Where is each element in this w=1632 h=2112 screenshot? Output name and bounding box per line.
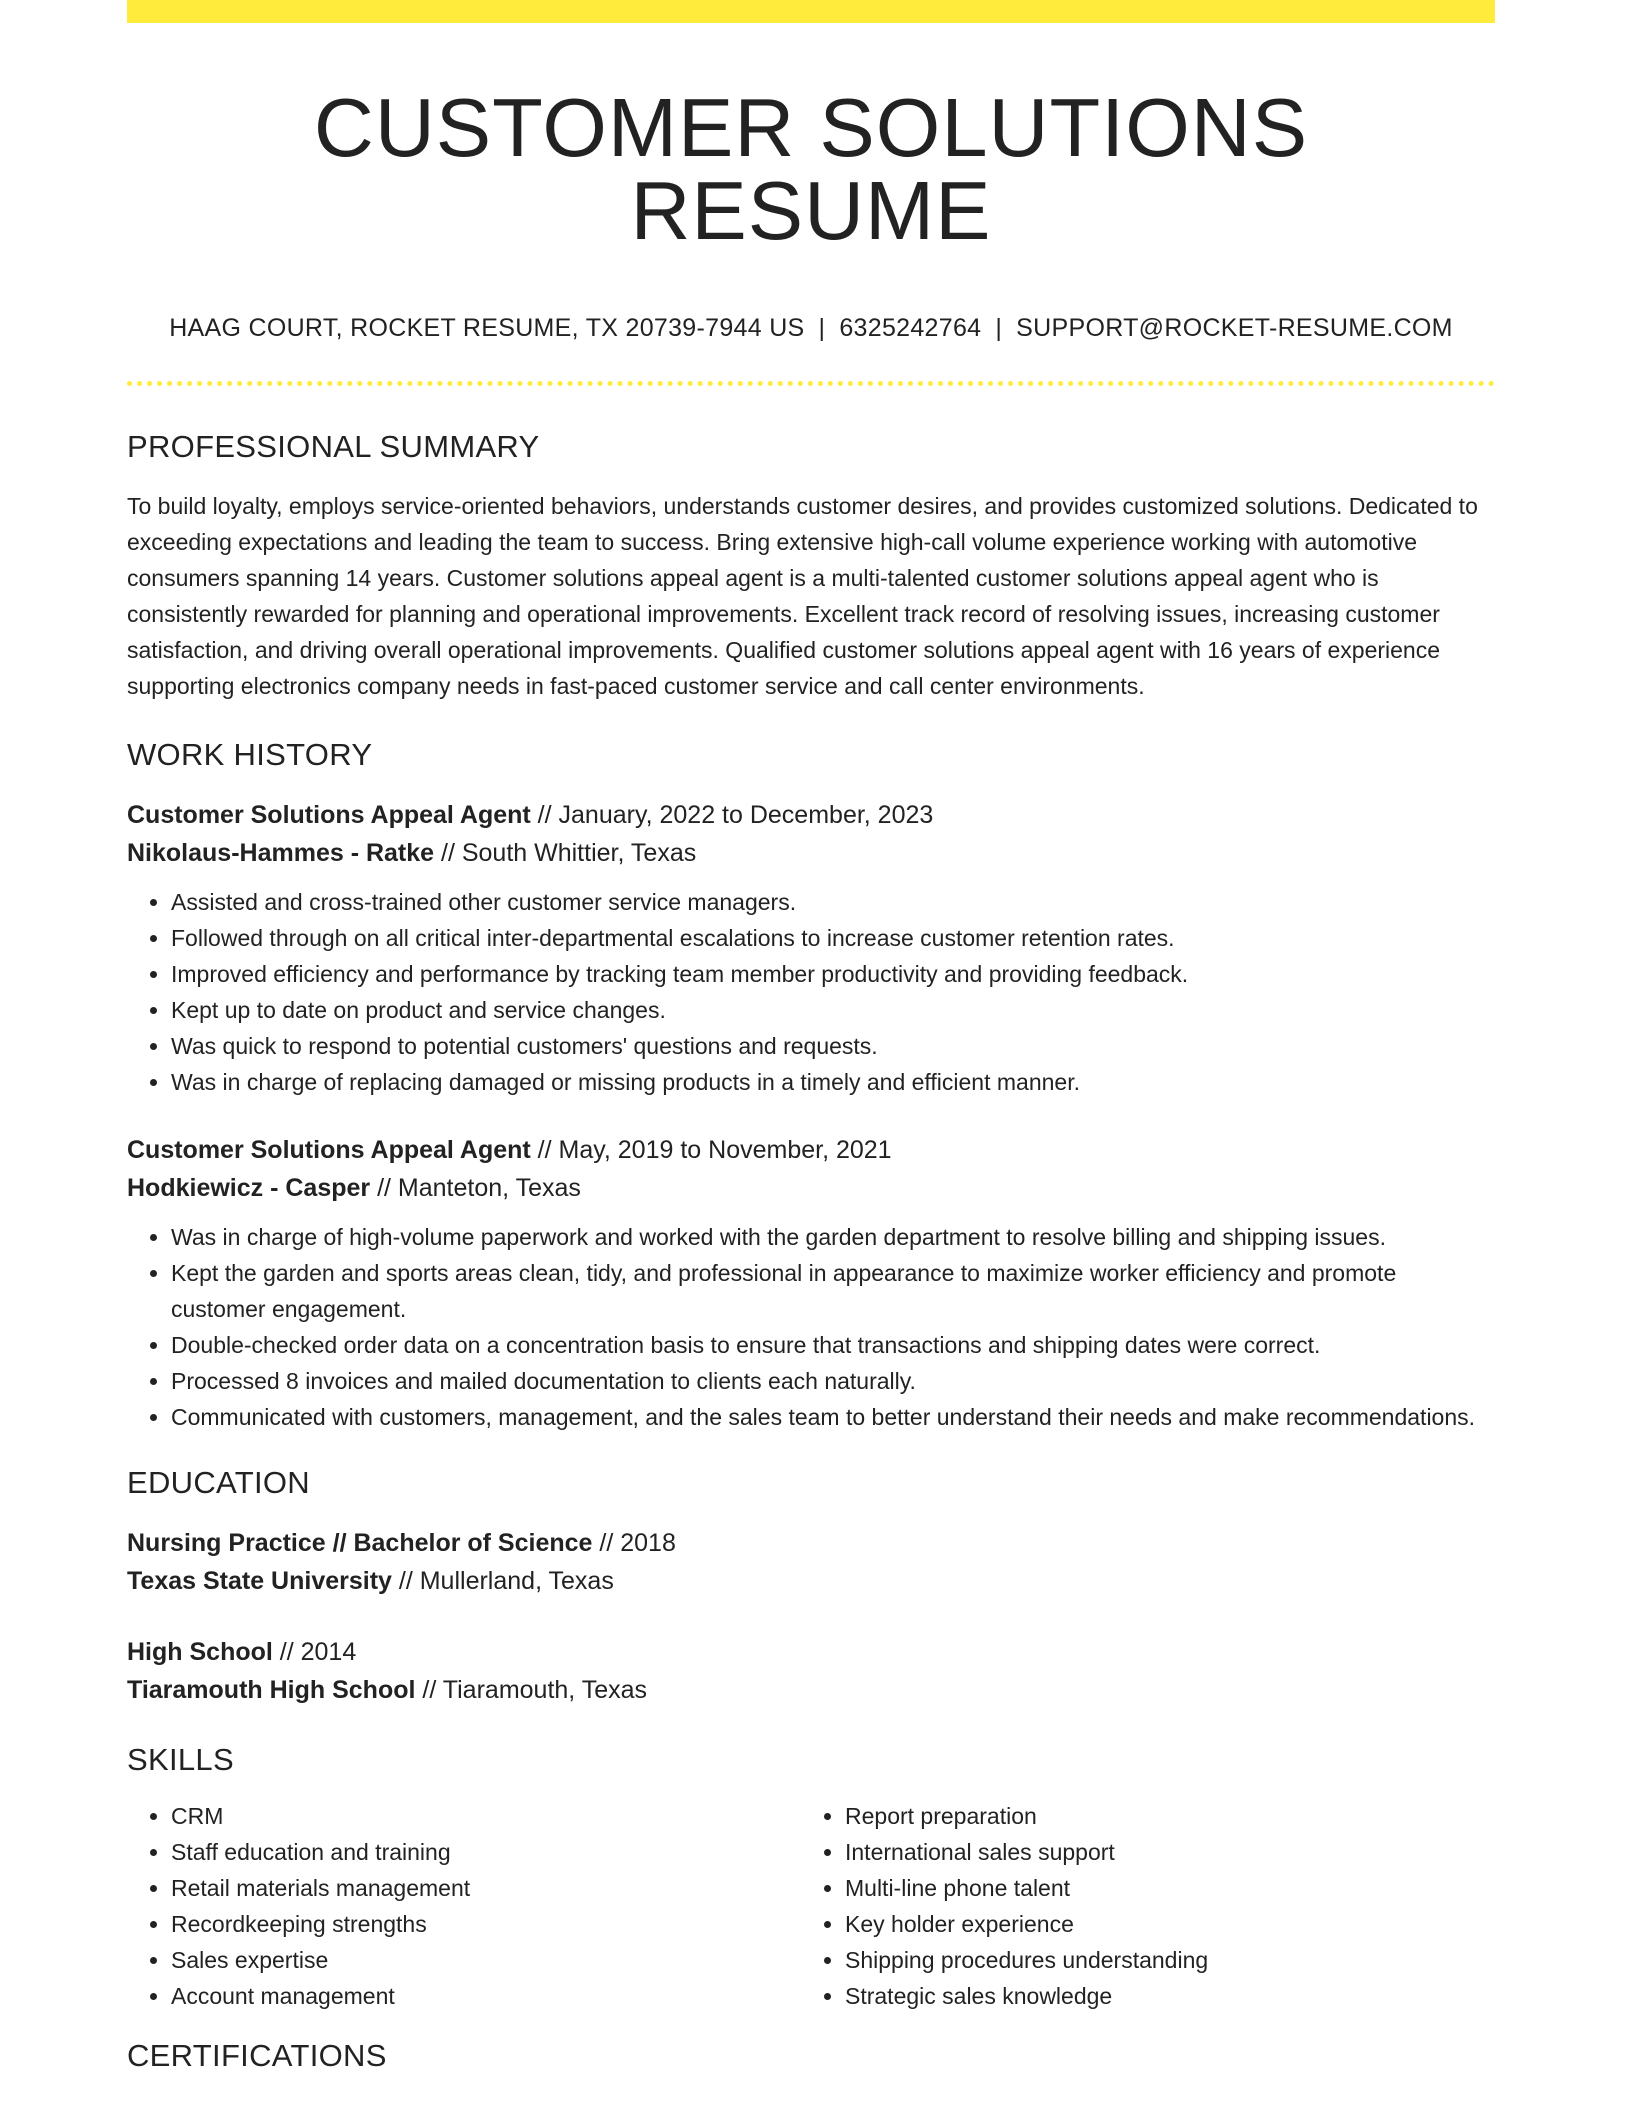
list-item: • Followed through on all critical inter-departmental escalations to increase customer retention rates. [171,920,1495,956]
list-item: • Was quick to respond to potential customers' questions and requests. [171,1028,1495,1064]
job-entry [127,796,1495,1100]
job-company: Nikolaus-Hammes - Ratke [127,839,435,867]
list-item: • Staff education and training [171,1834,801,1870]
list-item: • Account management [171,1978,801,2014]
job-company: Hodkiewicz - Casper [127,1174,371,1202]
job-company-line [127,1169,1495,1207]
contact-phone: 6325242764 [839,314,982,342]
education-year: // 2014 [272,1638,357,1666]
job-bullets [127,1219,1495,1435]
education-school-line [127,1671,1495,1709]
list-item: • Multi-line phone talent [845,1870,1475,1906]
contact-address: HAAG COURT, ROCKET RESUME, TX 20739-7944 US [169,314,805,342]
education-location: // Mullerland, Texas [391,1567,614,1595]
section-title-summary: PROFESSIONAL SUMMARY [127,429,540,464]
job-dates: // January, 2022 to December, 2023 [530,801,934,829]
list-item: • CRM [171,1798,801,1834]
dotted-divider [127,381,1495,386]
section-title-skills: SKILLS [127,1742,234,1777]
list-item: • Kept up to date on product and service changes. [171,992,1495,1028]
skills-columns [127,1798,1495,2014]
education-degree-line [127,1524,1495,1562]
job-dates: // May, 2019 to November, 2021 [530,1136,892,1164]
education-entry [127,1633,1495,1709]
list-item: • Key holder experience [845,1906,1475,1942]
education-year: // 2018 [592,1529,676,1557]
education-entry [127,1524,1495,1600]
list-item: • Communicated with customers, management, and the sales team to better understand their needs and make recommendations. [171,1399,1495,1435]
contact-email: SUPPORT@ROCKET-RESUME.COM [1016,314,1453,342]
job-role: Customer Solutions Appeal Agent [127,1136,531,1164]
section-title-certifications: CERTIFICATIONS [127,2038,387,2073]
resume-page [127,0,1495,2074]
list-item: • Sales expertise [171,1942,801,1978]
job-entry [127,1131,1495,1435]
education-degree-line [127,1633,1495,1671]
list-item: • Double-checked order data on a concentration basis to ensure that transactions and shipping dates were correct. [171,1327,1495,1363]
job-role: Customer Solutions Appeal Agent [127,801,531,829]
list-item: • Kept the garden and sports areas clean, tidy, and professional in appearance to maximize worker efficiency and promote customer engagement. [171,1255,1495,1327]
education-degree: Nursing Practice // Bachelor of Science [127,1529,593,1557]
list-item: • Shipping procedures understanding [845,1942,1475,1978]
job-role-line [127,796,1495,834]
list-item: • Was in charge of replacing damaged or missing products in a timely and efficient manner. [171,1064,1495,1100]
job-bullets [127,884,1495,1100]
education-school: Texas State University [127,1567,392,1595]
list-item: • International sales support [845,1834,1475,1870]
list-item: • Retail materials management [171,1870,801,1906]
list-item: • Strategic sales knowledge [845,1978,1475,2014]
education-degree: High School [127,1638,273,1666]
list-item: • Was in charge of high-volume paperwork and worked with the garden department to resolve billing and shipping issues. [171,1219,1495,1255]
education-school: Tiaramouth High School [127,1676,416,1704]
list-item: • Improved efficiency and performance by tracking team member productivity and providing feedback. [171,956,1495,992]
job-location: // Manteton, Texas [370,1174,581,1202]
section-title-work-history: WORK HISTORY [127,737,373,772]
education-school-line [127,1562,1495,1600]
skills-list-right [801,1798,1475,2014]
contact-separator: | [995,314,1003,342]
list-item: • Assisted and cross-trained other customer service managers. [171,884,1495,920]
job-role-line [127,1131,1495,1169]
contact-separator: | [818,314,826,342]
job-location: // South Whittier, Texas [434,839,697,867]
accent-bar [127,0,1495,23]
list-item: • Recordkeeping strengths [171,1906,801,1942]
section-title-education: EDUCATION [127,1465,310,1500]
contact-line [127,314,1495,343]
job-company-line [127,834,1495,872]
education-location: // Tiaramouth, Texas [415,1676,648,1704]
list-item: • Report preparation [845,1798,1475,1834]
list-item: • Processed 8 invoices and mailed documentation to clients each naturally. [171,1363,1495,1399]
skills-list-left [127,1798,801,2014]
summary-text: To build loyalty, employs service-oriented behaviors, understands customer desires, and provides customized solutions. Dedicated to exceeding expectations and leading the team to success. Bring extensive high-call volume experience working with automotive consumers spanning 14 years. Customer solutions appeal agent is a multi-talented customer solutions appeal agent who is consistently rewarded for planning and operational improvements. Excellent track record of resolving issues, increasing customer satisfaction, and driving overall operational improvements. Qualified customer solutions appeal agent with 16 years of experience supporting electronics company needs in fast-paced customer service and call center environments. [127,493,1478,699]
resume-title: CUSTOMER SOLUTIONS RESUME [313,81,1309,257]
